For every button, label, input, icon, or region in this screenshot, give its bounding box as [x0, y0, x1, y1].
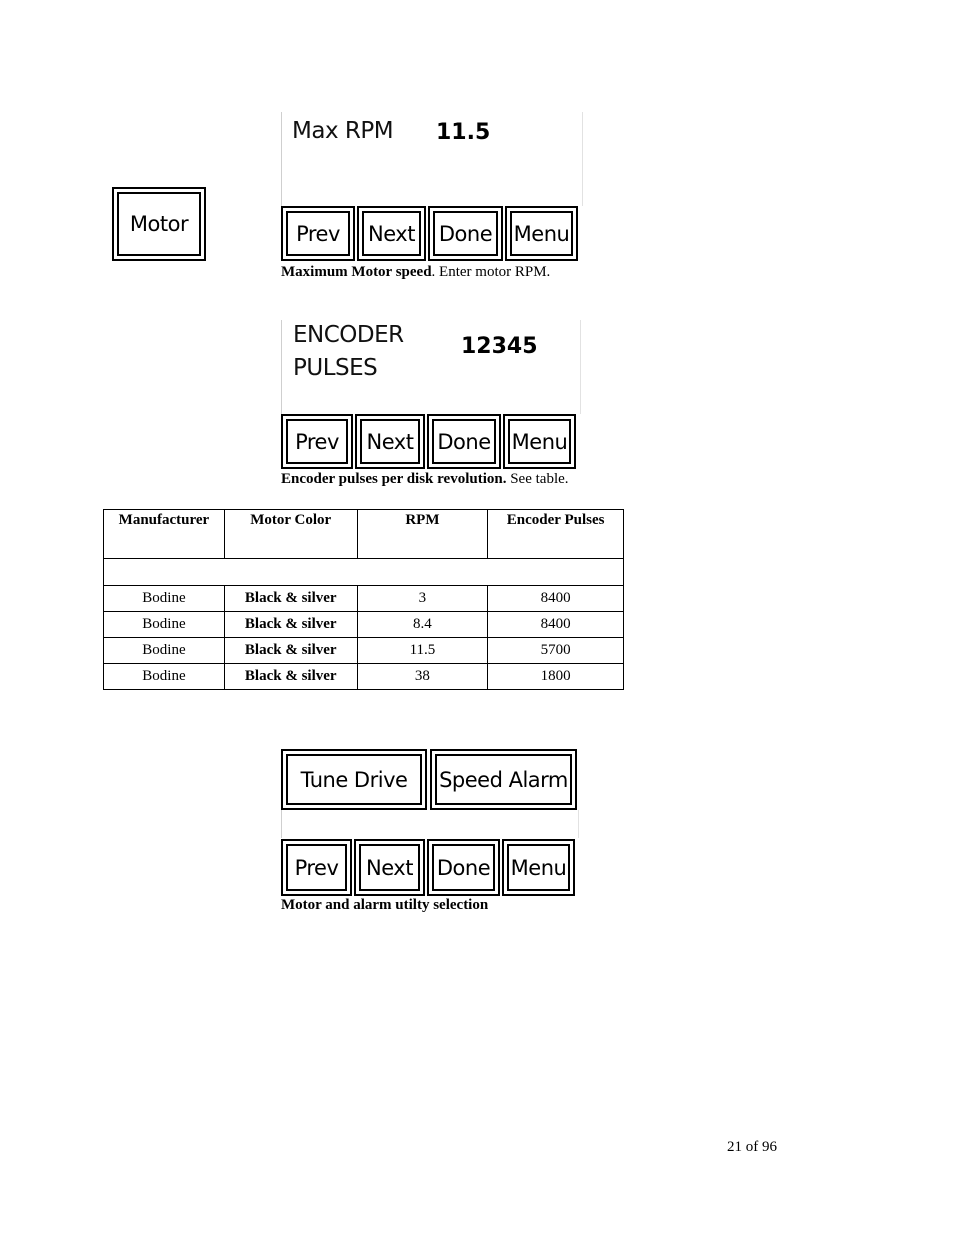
header-encoder-pulses: Encoder Pulses	[488, 510, 624, 559]
done-button[interactable]	[427, 414, 501, 469]
utility-nav-button-row	[281, 839, 575, 896]
speed-alarm-label: Speed Alarm	[439, 767, 568, 792]
next-button[interactable]	[354, 839, 425, 896]
prev-label: Prev	[296, 221, 340, 246]
encoder-caption	[281, 471, 569, 488]
header-motor-color: Motor Color	[224, 510, 357, 559]
cell-rpm: 3	[357, 586, 488, 612]
cell-encoder-pulses: 5700	[488, 638, 624, 664]
table-row	[104, 664, 624, 690]
done-label: Done	[436, 855, 491, 880]
done-label: Done	[437, 429, 491, 454]
cell-motor-color: Black & silver	[224, 664, 357, 690]
table-row	[104, 586, 624, 612]
motor-button-label: Motor	[129, 212, 189, 236]
max-rpm-caption-text: . Enter motor RPM.	[431, 264, 551, 280]
table-row	[104, 612, 624, 638]
next-label: Next	[368, 221, 415, 246]
cell-rpm: 11.5	[357, 638, 488, 664]
cell-manufacturer: Bodine	[104, 612, 225, 638]
done-label: Done	[438, 221, 493, 246]
menu-button[interactable]	[505, 206, 578, 261]
motor-button[interactable]	[112, 187, 206, 261]
motor-encoder-table	[103, 509, 624, 690]
max-rpm-caption-bold: Maximum Motor speed	[281, 264, 432, 280]
done-button[interactable]	[428, 206, 503, 261]
menu-button[interactable]	[502, 839, 575, 896]
cell-motor-color: Black & silver	[224, 586, 357, 612]
max-rpm-caption	[281, 264, 550, 281]
next-button[interactable]	[355, 414, 425, 469]
cell-encoder-pulses: 1800	[488, 664, 624, 690]
menu-label: Menu	[513, 221, 570, 246]
utility-caption-bold: Motor and alarm utilty selection	[281, 897, 489, 913]
encoder-caption-bold: Encoder pulses per disk revolution.	[281, 471, 507, 487]
encoder-value: 12345	[461, 334, 538, 359]
max-rpm-value: 11.5	[436, 120, 491, 145]
next-button[interactable]	[357, 206, 426, 261]
max-rpm-label: Max RPM	[292, 118, 394, 144]
utility-caption	[281, 897, 488, 914]
encoder-caption-text: See table.	[506, 471, 569, 487]
next-label: Next	[366, 429, 414, 454]
menu-label: Menu	[511, 429, 568, 454]
cell-rpm: 8.4	[357, 612, 488, 638]
table-header-row	[104, 510, 624, 559]
cell-encoder-pulses: 8400	[488, 612, 624, 638]
cell-manufacturer: Bodine	[104, 638, 225, 664]
header-rpm: RPM	[357, 510, 488, 559]
menu-label: Menu	[510, 855, 567, 880]
prev-button[interactable]	[281, 414, 353, 469]
encoder-label-line1: ENCODER	[293, 322, 404, 348]
utility-button-row	[281, 749, 577, 810]
prev-label: Prev	[295, 429, 339, 454]
cell-motor-color: Black & silver	[224, 638, 357, 664]
encoder-label-line2: PULSES	[293, 355, 378, 381]
cell-manufacturer: Bodine	[104, 664, 225, 690]
menu-button[interactable]	[503, 414, 576, 469]
header-manufacturer: Manufacturer	[104, 510, 225, 559]
next-label: Next	[366, 855, 413, 880]
utility-display-gap	[281, 810, 579, 838]
table-spacer-row	[104, 559, 624, 586]
cell-encoder-pulses: 8400	[488, 586, 624, 612]
spacer-cell	[104, 559, 624, 586]
max-rpm-button-row	[281, 206, 578, 261]
cell-manufacturer: Bodine	[104, 586, 225, 612]
prev-label: Prev	[294, 855, 339, 880]
table-row	[104, 638, 624, 664]
done-button[interactable]	[427, 839, 500, 896]
cell-rpm: 38	[357, 664, 488, 690]
cell-motor-color: Black & silver	[224, 612, 357, 638]
speed-alarm-button[interactable]	[430, 749, 577, 810]
prev-button[interactable]	[281, 206, 355, 261]
prev-button[interactable]	[281, 839, 352, 896]
tune-drive-button[interactable]	[281, 749, 427, 810]
tune-drive-label: Tune Drive	[300, 767, 408, 792]
encoder-button-row	[281, 414, 576, 469]
page-number: 21 of 96	[727, 1139, 777, 1155]
